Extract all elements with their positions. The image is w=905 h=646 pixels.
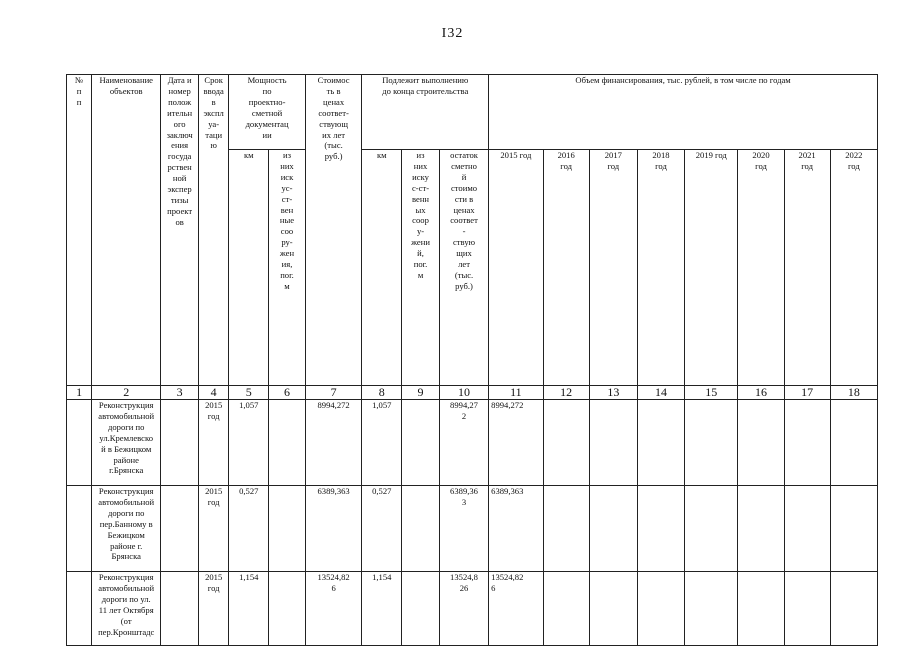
- header-year-2019: 2019 год: [685, 150, 738, 386]
- column-number: 17: [784, 386, 830, 400]
- cell-term: 2015 год: [198, 572, 228, 646]
- cell-2020: [738, 400, 784, 486]
- table-row: [67, 486, 878, 572]
- header-num: № п п: [67, 75, 92, 386]
- cell-cap-km: 1,154: [229, 572, 269, 646]
- header-name: Наименование объектов: [92, 75, 161, 386]
- column-number: 8: [362, 386, 402, 400]
- cell-num: [67, 400, 92, 486]
- cell-num: [67, 486, 92, 572]
- header-row-1: [67, 75, 878, 150]
- header-year-2015: 2015 год: [489, 150, 543, 386]
- cell-2015: 13524,82 6: [489, 572, 543, 646]
- header-term: Срок ввода в экспл уа- таци ю: [198, 75, 228, 386]
- cell-cap-structures: [269, 486, 306, 572]
- cell-cap-structures: [269, 572, 306, 646]
- column-number-row: [67, 386, 878, 400]
- header-sub-rest: остаток сметно й стоимо сти в ценах соответ - ствую щих лет (тыс. руб.): [439, 150, 488, 386]
- header-cap-km: км: [229, 150, 269, 386]
- cell-sub-km: 0,527: [362, 486, 402, 572]
- cell-date: [161, 400, 199, 486]
- cell-sub-rest: 8994,27 2: [439, 400, 488, 486]
- column-number: 7: [305, 386, 362, 400]
- header-capacity: Мощность по проектно- сметной документац ии: [229, 75, 305, 150]
- cell-2016: [543, 400, 589, 486]
- cell-2015: 6389,363: [489, 486, 543, 572]
- table-row: [67, 400, 878, 486]
- cell-2020: [738, 486, 784, 572]
- cell-2020: [738, 572, 784, 646]
- column-number: 11: [489, 386, 543, 400]
- cell-2018: [637, 572, 684, 646]
- cell-cost: 6389,363: [305, 486, 362, 572]
- column-number: 6: [269, 386, 306, 400]
- cell-2017: [589, 572, 637, 646]
- cell-2021: [784, 486, 830, 572]
- page-number: I32: [441, 26, 464, 41]
- column-number: 14: [637, 386, 684, 400]
- column-number: 3: [161, 386, 199, 400]
- column-number: 2: [92, 386, 161, 400]
- cell-2018: [637, 486, 684, 572]
- header-subject: Подлежит выполнению до конца строительства: [362, 75, 489, 150]
- cell-sub-rest: 6389,36 3: [439, 486, 488, 572]
- cell-cap-km: 1,057: [229, 400, 269, 486]
- cell-2022: [830, 572, 877, 646]
- cell-2017: [589, 400, 637, 486]
- cell-2015: 8994,272: [489, 400, 543, 486]
- table-row: [67, 572, 878, 646]
- cell-date: [161, 486, 199, 572]
- column-number: 1: [67, 386, 92, 400]
- header-year-2020: 2020 год: [738, 150, 784, 386]
- cell-2019: [685, 572, 738, 646]
- cell-2022: [830, 400, 877, 486]
- cell-2016: [543, 572, 589, 646]
- header-date: Дата и номер полож ительн ого заключ ения госуда рствен ной экспер тизы проект ов: [161, 75, 199, 386]
- header-year-2018: 2018 год: [637, 150, 684, 386]
- cell-2019: [685, 400, 738, 486]
- cell-sub-structures: [402, 486, 440, 572]
- column-number: 15: [685, 386, 738, 400]
- cell-cost: 8994,272: [305, 400, 362, 486]
- header-year-2016: 2016 год: [543, 150, 589, 386]
- object-name: Реконструкция автомобильной дороги по пер.Банному в Бежицком районе г. Брянска: [92, 486, 161, 572]
- header-cost: Стоимос ть в ценах соответ- ствующ их лет (тыс. руб.): [305, 75, 362, 386]
- column-number: 10: [439, 386, 488, 400]
- column-number: 5: [229, 386, 269, 400]
- cell-date: [161, 572, 199, 646]
- object-name: Реконструкция автомобильной дороги по ул.Кремлевско й в Бежицком районе г.Брянска: [92, 400, 161, 486]
- cell-2019: [685, 486, 738, 572]
- column-number: 18: [830, 386, 877, 400]
- header-year-2021: 2021 год: [784, 150, 830, 386]
- column-number: 9: [402, 386, 440, 400]
- cell-sub-km: 1,154: [362, 572, 402, 646]
- column-number: 13: [589, 386, 637, 400]
- cell-term: 2015 год: [198, 400, 228, 486]
- column-number: 12: [543, 386, 589, 400]
- header-year-2022: 2022 год: [830, 150, 877, 386]
- cell-num: [67, 572, 92, 646]
- cell-sub-structures: [402, 572, 440, 646]
- column-number: 16: [738, 386, 784, 400]
- header-cap-structures: из них иск ус- ст- вен ные соо ру- жен ия, пог. м: [269, 150, 306, 386]
- cell-sub-rest: 13524,8 26: [439, 572, 488, 646]
- cell-term: 2015 год: [198, 486, 228, 572]
- cell-sub-structures: [402, 400, 440, 486]
- cell-2018: [637, 400, 684, 486]
- header-sub-km: км: [362, 150, 402, 386]
- column-number: 4: [198, 386, 228, 400]
- object-name: Реконструкция автомобильной дороги по ул. 11 лет Октября (от пер.Кронштадс: [92, 572, 161, 646]
- cell-cap-km: 0,527: [229, 486, 269, 572]
- cell-cost: 13524,82 6: [305, 572, 362, 646]
- cell-2017: [589, 486, 637, 572]
- header-sub-structures: из них иску с-ст- венн ых соор у- жени й, пог. м: [402, 150, 440, 386]
- cell-2016: [543, 486, 589, 572]
- cell-sub-km: 1,057: [362, 400, 402, 486]
- cell-2022: [830, 486, 877, 572]
- financing-table: [66, 74, 878, 646]
- cell-2021: [784, 400, 830, 486]
- cell-cap-structures: [269, 400, 306, 486]
- cell-2021: [784, 572, 830, 646]
- header-financing: Объем финансирования, тыс. рублей, в том числе по годам: [489, 75, 878, 150]
- header-year-2017: 2017 год: [589, 150, 637, 386]
